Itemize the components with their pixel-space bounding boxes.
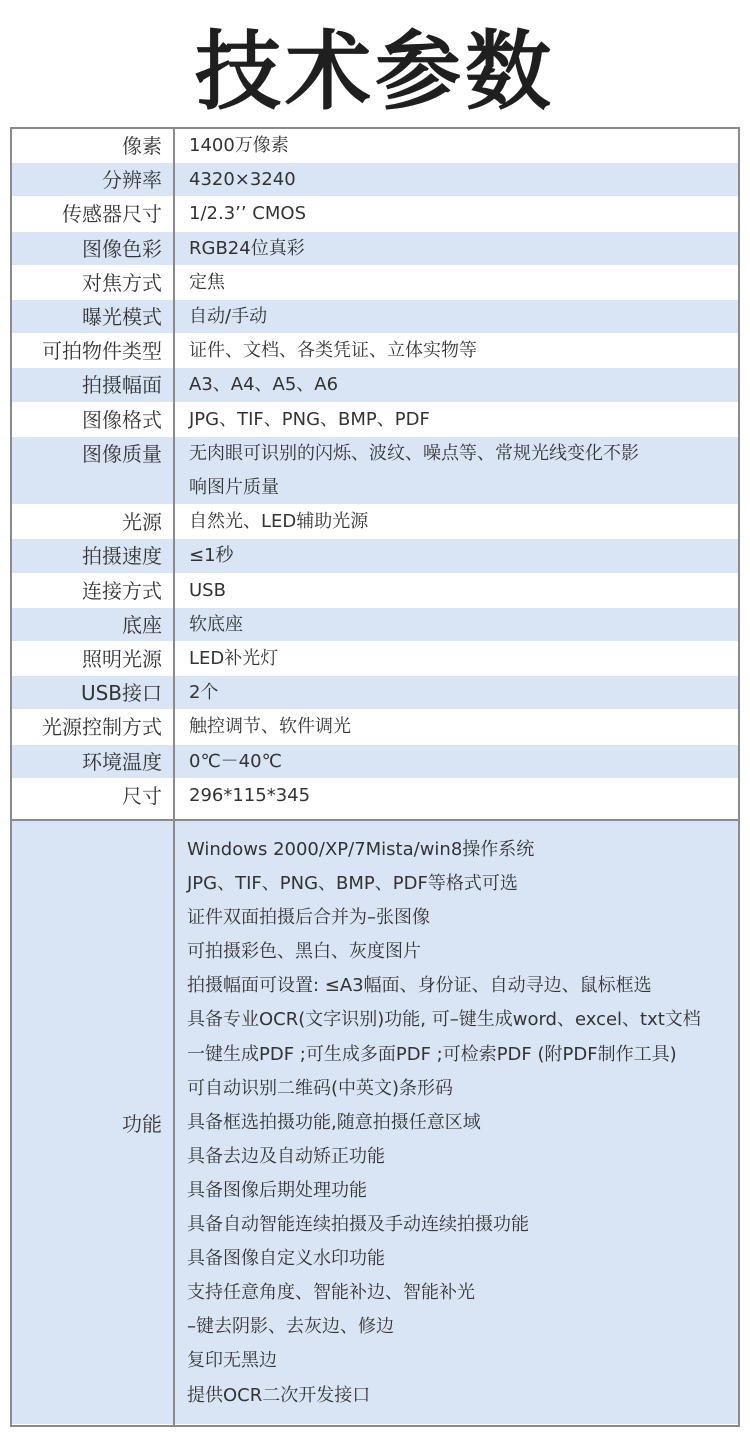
- spec-label: 光源控制方式: [42, 715, 162, 740]
- spec-value: [189, 334, 734, 368]
- spec-label: 图像格式: [82, 407, 162, 432]
- spec-value-line: JPG、TIF、PNG、BMP、PDF: [189, 408, 430, 430]
- spec-value: [189, 163, 734, 197]
- spec-label: USB接口: [80, 681, 162, 706]
- spec-label: 光源: [122, 510, 162, 535]
- spec-label: 照明光源: [82, 647, 162, 671]
- spec-label: 传感器尺寸: [62, 202, 162, 227]
- spec-value: [189, 745, 734, 779]
- spec-label: 拍摄速度: [82, 544, 162, 569]
- spec-value: [189, 574, 734, 608]
- function-item: 证件双面拍摄后合并为–张图像: [187, 907, 430, 929]
- function-item: 提供OCR二次开发接口: [187, 1384, 371, 1406]
- column-divider: [173, 129, 175, 1425]
- spec-value: [189, 197, 734, 231]
- spec-row: [12, 300, 738, 334]
- spec-row: [12, 197, 738, 231]
- spec-label: 分辨率: [102, 168, 162, 193]
- spec-row: [12, 608, 738, 642]
- spec-row: [12, 437, 738, 505]
- function-item: 一键生成PDF ;可生成多面PDF ;可检索PDF (附PDF制作工具): [187, 1043, 677, 1065]
- spec-value: [189, 300, 734, 334]
- spec-row: [12, 129, 738, 163]
- spec-value-line: 0℃－40℃: [189, 750, 282, 772]
- spec-label: 拍摄幅面: [82, 373, 162, 398]
- spec-row: [12, 574, 738, 608]
- spec-value: [189, 403, 734, 437]
- spec-value: [189, 232, 734, 266]
- function-item: 具备专业OCR(文字识别)功能, 可–键生成word、excel、txt文档: [187, 1009, 701, 1031]
- spec-row: [12, 505, 738, 539]
- spec-value: [189, 676, 734, 710]
- function-item: 具备框选拍摄功能,随意拍摄任意区域: [187, 1111, 481, 1133]
- spec-table: [10, 127, 740, 1427]
- spec-row: [12, 642, 738, 676]
- function-item: 具备自动智能连续拍摄及手动连续拍摄功能: [187, 1214, 529, 1236]
- function-item: 可自动识别二维码(中英文)条形码: [187, 1077, 454, 1099]
- functions-list: [187, 833, 737, 1413]
- spec-value-line: RGB24位真彩: [189, 237, 305, 259]
- spec-label: 连接方式: [82, 578, 162, 603]
- spec-row: [12, 676, 738, 710]
- function-item: 复印无黑边: [187, 1350, 277, 1372]
- spec-value: [189, 710, 734, 744]
- spec-label: 图像色彩: [82, 236, 162, 261]
- spec-value: [189, 779, 734, 813]
- spec-value-line: 触控调节、软件调光: [189, 716, 351, 738]
- spec-value-line: 响图片质量: [189, 476, 279, 498]
- function-item: Windows 2000/XP/7Mista/win8操作系统: [187, 839, 535, 860]
- spec-row: [12, 334, 738, 368]
- spec-value-line: 无肉眼可识别的闪烁、波纹、噪点等、常规光线变化不影: [189, 442, 639, 464]
- spec-value-line: ≤1秒: [189, 545, 234, 567]
- function-item: 具备去边及自动矫正功能: [187, 1145, 385, 1167]
- spec-value: [189, 266, 734, 300]
- spec-value-line: USB: [189, 579, 226, 601]
- spec-value-line: 2个: [189, 682, 219, 704]
- spec-row: [12, 710, 738, 744]
- spec-value-line: 1/2.3’’ CMOS: [189, 203, 306, 225]
- spec-label: 图像质量: [82, 441, 162, 466]
- spec-value-line: 1400万像素: [189, 135, 289, 156]
- spec-value-line: 软底座: [189, 613, 243, 635]
- spec-value: [189, 539, 734, 573]
- function-item: 支持任意角度、智能补边、智能补光: [187, 1282, 475, 1304]
- spec-row: [12, 163, 738, 197]
- spec-label: 环境温度: [82, 749, 162, 774]
- spec-value-line: A3、A4、A5、A6: [189, 374, 339, 396]
- spec-row: [12, 779, 738, 813]
- spec-value: [189, 368, 734, 402]
- spec-value: [189, 437, 734, 505]
- spec-label: 底座: [122, 612, 162, 637]
- spec-value-line: 自动/手动: [189, 306, 268, 327]
- spec-value-line: 4320×3240: [189, 169, 296, 191]
- spec-row: [12, 403, 738, 437]
- function-item: 可拍摄彩色、黑白、灰度图片: [187, 941, 421, 963]
- spec-label: 可拍物件类型: [42, 339, 162, 364]
- functions-label: 功能: [122, 1112, 162, 1136]
- spec-value-line: 自然光、LED辅助光源: [189, 511, 369, 533]
- page-title: 技术参数: [195, 22, 555, 122]
- spec-value: [189, 505, 734, 539]
- spec-value-line: 证件、文档、各类凭证、立体实物等: [189, 340, 477, 362]
- spec-row: [12, 266, 738, 300]
- function-item: 具备图像自定义水印功能: [187, 1248, 385, 1270]
- spec-value: [189, 642, 734, 676]
- function-item: –键去阴影、去灰边、修边: [187, 1316, 394, 1338]
- function-item: JPG、TIF、PNG、BMP、PDF等格式可选: [187, 873, 518, 895]
- spec-value-line: 296*115*345: [189, 784, 311, 806]
- spec-value: [189, 129, 734, 163]
- spec-row: [12, 368, 738, 402]
- spec-label: 曝光模式: [82, 305, 162, 329]
- spec-label: 对焦方式: [82, 270, 162, 295]
- spec-row: [12, 539, 738, 573]
- spec-label: 像素: [122, 134, 162, 158]
- function-item: 具备图像后期处理功能: [187, 1179, 367, 1201]
- functions-row: [12, 819, 738, 1425]
- spec-label: 尺寸: [122, 783, 162, 808]
- spec-value-line: LED补光灯: [189, 648, 279, 669]
- spec-value: [189, 608, 734, 642]
- spec-row: [12, 745, 738, 779]
- spec-value-line: 定焦: [189, 271, 225, 293]
- function-item: 拍摄幅面可设置: ≤A3幅面、身份证、自动寻边、鼠标框选: [187, 975, 652, 997]
- spec-row: [12, 232, 738, 266]
